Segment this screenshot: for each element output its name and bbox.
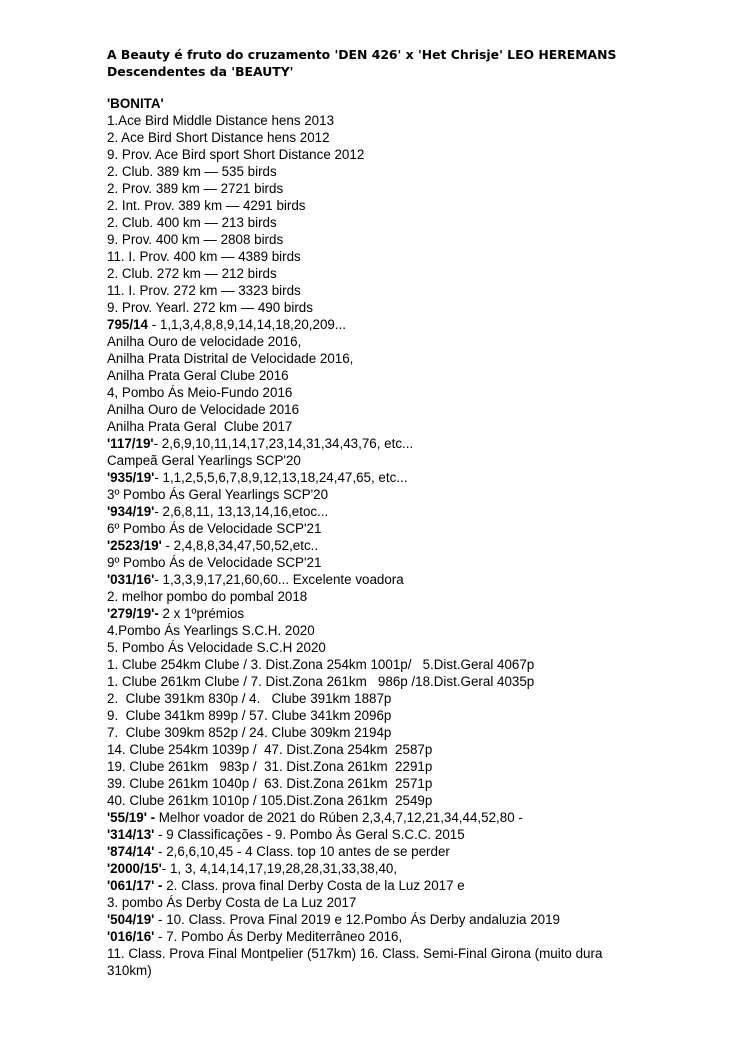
result-line [107, 418, 707, 435]
result-line [107, 622, 707, 639]
ring-number: '55/19' - [107, 810, 156, 825]
result-text: Campeã Geral Yearlings SCP'20 [107, 453, 301, 468]
result-text: 2. Club. 272 km — 212 birds [107, 266, 277, 281]
result-line [107, 435, 707, 452]
results-list [107, 95, 707, 979]
result-text: 11. I. Prov. 400 km — 4389 birds [107, 249, 301, 264]
result-text: 2. Club. 389 km — 535 birds [107, 164, 277, 179]
result-text: - 9 Classificações - 9. Pombo Às Geral S.C.C. 2015 [154, 827, 465, 842]
result-text: Anilha Prata Distrital de Velocidade 2016, [107, 351, 354, 366]
result-line [107, 265, 707, 282]
result-line [107, 248, 707, 265]
result-text: - 1,1,2,5,5,6,7,8,9,12,13,18,24,47,65, etc... [154, 470, 408, 485]
ring-number: 795/14 [107, 317, 148, 332]
result-text: 5. Pombo Ás Velocidade S.C.H 2020 [107, 640, 326, 655]
result-line [107, 486, 707, 503]
result-text: Melhor voador de 2021 do Rúben 2,3,4,7,12,21,34,44,52,80 - [155, 810, 523, 825]
result-text: 2. melhor pombo do pombal 2018 [107, 589, 308, 604]
result-line [107, 452, 707, 469]
result-text: 19. Clube 261km 983p / 31. Dist.Zona 261km 2291p [107, 759, 433, 774]
result-line [107, 894, 707, 911]
result-line [107, 741, 707, 758]
ring-number: '061/17' - [107, 878, 163, 893]
result-line [107, 197, 707, 214]
result-text: 2 x 1ºprémios [158, 606, 245, 621]
document-page [107, 46, 707, 979]
result-line [107, 231, 707, 248]
result-line [107, 690, 707, 707]
ring-number: '279/19'- [107, 606, 159, 621]
result-line [107, 112, 707, 129]
result-text: - 10. Class. Prova Final 2019 e 12.Pombo Ás Derby andaluzia 2019 [154, 912, 560, 927]
result-line [107, 792, 707, 809]
ring-number: '2000/15' [107, 861, 162, 876]
ring-number: '2523/19' [107, 538, 162, 553]
result-line [107, 299, 707, 316]
result-line [107, 214, 707, 231]
result-text: Anilha Prata Geral Clube 2016 [107, 368, 289, 383]
result-text: - 1,3,3,9,17,21,60,60... Excelente voadora [154, 572, 404, 587]
result-text: - 2,6,8,11, 13,13,14,16,etoc... [154, 504, 329, 519]
ring-number: '874/14' [107, 844, 155, 859]
header-line-2: Descendentes da 'BEAUTY' [107, 64, 294, 79]
result-text: 2. Clube 391km 830p / 4. Clube 391km 1887p [107, 691, 392, 706]
result-line [107, 469, 707, 486]
ring-number: '117/19' [107, 436, 154, 451]
result-line [107, 656, 707, 673]
header-line-1: A Beauty é fruto do cruzamento 'DEN 426' x 'Het Chrisje' LEO HEREMANS [107, 47, 617, 62]
result-text: 2. Club. 400 km — 213 birds [107, 215, 277, 230]
result-text: 4.Pombo Ás Yearlings S.C.H. 2020 [107, 623, 315, 638]
result-line [107, 758, 707, 775]
result-text: Anilha Prata Geral Clube 2017 [107, 419, 293, 434]
ring-number: '031/16' [107, 572, 155, 587]
result-line [107, 520, 707, 537]
result-line [107, 843, 707, 860]
ring-number: '935/19' [107, 470, 155, 485]
result-text: 14. Clube 254km 1039p / 47. Dist.Zona 254km 2587p [107, 742, 433, 757]
result-text: Anilha Ouro de velocidade 2016, [107, 334, 302, 349]
result-line [107, 724, 707, 741]
result-text: 3. pombo Ás Derby Costa de La Luz 2017 [107, 895, 357, 910]
result-line [107, 945, 647, 979]
result-line [107, 350, 707, 367]
result-line [107, 554, 707, 571]
result-line [107, 401, 707, 418]
result-text: - 2,4,8,8,34,47,50,52,etc.. [161, 538, 319, 553]
result-line [107, 588, 707, 605]
result-text: - 2,6,6,10,45 - 4 Class. top 10 antes de se perder [154, 844, 450, 859]
result-text: - 2,6,9,10,11,14,17,23,14,31,34,43,76, etc... [153, 436, 414, 451]
result-text: 3º Pombo Ás Geral Yearlings SCP'20 [107, 487, 329, 502]
ring-number: '016/16' [107, 929, 155, 944]
result-line [107, 605, 707, 622]
result-text: 11. Class. Prova Final Montpelier (517km) 16. Class. Semi-Final Girona (muito dura 310km) [107, 946, 603, 978]
result-line [107, 282, 707, 299]
result-text: 4, Pombo Ás Meio-Fundo 2016 [107, 385, 293, 400]
result-line [107, 384, 707, 401]
result-line [107, 911, 707, 928]
result-line [107, 163, 707, 180]
result-text: 9º Pombo Ás de Velocidade SCP'21 [107, 555, 322, 570]
result-text: 2. Class. prova final Derby Costa de la Luz 2017 e [162, 878, 465, 893]
result-text: 39. Clube 261km 1040p / 63. Dist.Zona 261km 2571p [107, 776, 433, 791]
result-line [107, 129, 707, 146]
result-text: 40. Clube 261km 1010p / 105.Dist.Zona 261km 2549p [107, 793, 433, 808]
result-text: 7. Clube 309km 852p / 24. Clube 309km 2194p [107, 725, 392, 740]
result-line [107, 333, 707, 350]
result-text: 1. Clube 254km Clube / 3. Dist.Zona 254km 1001p/ 5.Dist.Geral 4067p [107, 657, 535, 672]
result-line [107, 146, 707, 163]
result-line [107, 503, 707, 520]
result-text: 11. I. Prov. 272 km — 3323 birds [107, 283, 301, 298]
result-line [107, 639, 707, 656]
result-line [107, 367, 707, 384]
result-text: - 1,1,3,4,8,8,9,14,14,18,20,209... [147, 317, 347, 332]
spacer [107, 80, 707, 95]
result-line [107, 316, 707, 333]
result-text: - 1, 3, 4,14,14,17,19,28,28,31,33,38,40, [161, 861, 398, 876]
result-text: 2. Ace Bird Short Distance hens 2012 [107, 130, 330, 145]
result-text: 2. Prov. 389 km — 2721 birds [107, 181, 284, 196]
result-line [107, 95, 707, 112]
result-line [107, 673, 707, 690]
result-line [107, 707, 707, 724]
result-line [107, 860, 707, 877]
ring-number: '314/13' [107, 827, 155, 842]
result-text: 9. Prov. Ace Bird sport Short Distance 2012 [107, 147, 365, 162]
result-line [107, 775, 707, 792]
result-text: - 7. Pombo Ás Derby Mediterrâneo 2016, [154, 929, 403, 944]
result-line [107, 928, 707, 945]
ring-number: 'BONITA' [107, 96, 164, 111]
result-text: 1.Ace Bird Middle Distance hens 2013 [107, 113, 335, 128]
result-line [107, 809, 707, 826]
result-line [107, 571, 707, 588]
ring-number: '504/19' [107, 912, 155, 927]
result-line [107, 826, 707, 843]
result-text: 9. Prov. 400 km — 2808 birds [107, 232, 284, 247]
result-text: 6º Pombo Ás de Velocidade SCP'21 [107, 521, 322, 536]
result-text: 1. Clube 261km Clube / 7. Dist.Zona 261km 986p /18.Dist.Geral 4035p [107, 674, 535, 689]
result-line [107, 180, 707, 197]
result-text: 9. Prov. Yearl. 272 km — 490 birds [107, 300, 313, 315]
result-line [107, 537, 707, 554]
result-line [107, 877, 707, 894]
ring-number: '934/19' [107, 504, 155, 519]
result-text: 2. Int. Prov. 389 km — 4291 birds [107, 198, 306, 213]
result-text: Anilha Ouro de Velocidade 2016 [107, 402, 300, 417]
result-text: 9. Clube 341km 899p / 57. Clube 341km 2096p [107, 708, 392, 723]
